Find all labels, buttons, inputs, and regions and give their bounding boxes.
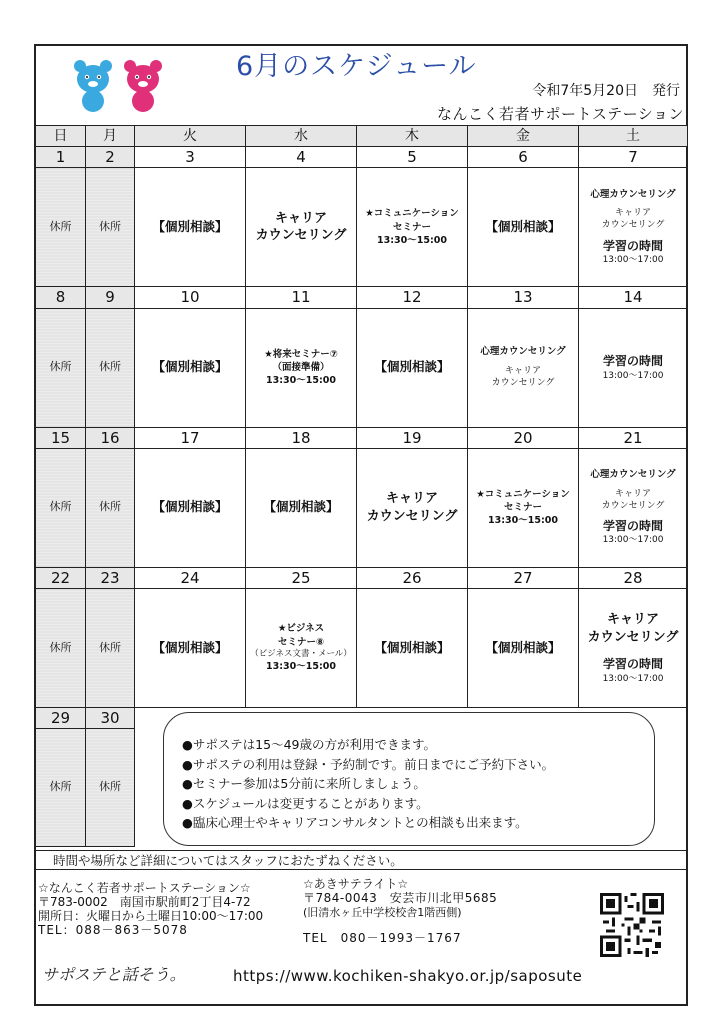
schedule-text: 【個別相談】 — [152, 218, 228, 234]
weekday-label: 土 — [579, 126, 688, 147]
day-cell — [36, 168, 86, 287]
schedule-text: 休所 — [99, 500, 121, 514]
date-number: 28 — [579, 567, 688, 588]
schedule-text: 【個別相談】 — [152, 639, 228, 655]
date-row — [36, 567, 688, 588]
slogan-text: サポステと話そう。 — [42, 965, 186, 984]
schedule-text: 13:00～17:00 — [602, 254, 664, 265]
schedule-text: 学習の時間 — [602, 354, 663, 369]
day-cell — [357, 308, 468, 427]
date-number: 10 — [135, 287, 246, 308]
schedule-text: カウンセリング — [587, 629, 679, 645]
date-number: 7 — [579, 147, 688, 168]
date-number: 30 — [86, 708, 135, 729]
day-cell — [246, 589, 357, 708]
day-cell — [357, 589, 468, 708]
day-cell — [86, 168, 135, 287]
date-number: 3 — [135, 147, 246, 168]
date-number: 1 — [36, 147, 86, 168]
note-item: ●セミナー参加は5分前に来所しましょう。 — [182, 776, 426, 791]
schedule-text: セミナー — [503, 502, 542, 514]
date-number: 9 — [86, 287, 135, 308]
schedule-text: （面接準備） — [272, 361, 330, 373]
day-cell — [36, 589, 86, 708]
schedule-text: キャリア — [274, 210, 327, 226]
date-number: 5 — [357, 147, 468, 168]
note-item: ●臨床心理士やキャリアコンサルタントとの相談も出来ます。 — [182, 815, 528, 830]
schedule-text: ★ビジネス — [277, 623, 325, 635]
satellite-tel: TEL 080－1993－1767 — [303, 931, 462, 945]
organization-name: なんこく若者サポートステーション — [437, 105, 684, 123]
schedule-text: 学習の時間 — [602, 238, 663, 253]
schedule-text: キャリア — [385, 491, 438, 507]
schedule-text: 【個別相談】 — [485, 218, 561, 234]
schedule-text: セミナー — [392, 221, 431, 233]
schedule-text: セミナー⑧ — [277, 636, 325, 648]
issue-date: 令和7年5月20日 発行 — [532, 83, 680, 99]
schedule-text: キャリア — [504, 365, 541, 376]
date-number: 4 — [246, 147, 357, 168]
satellite-note: (旧清水ヶ丘中学校校舎1階西側) — [303, 906, 462, 919]
date-number: 24 — [135, 567, 246, 588]
schedule-row — [36, 308, 688, 427]
day-cell — [135, 168, 246, 287]
schedule-text: 学習の時間 — [602, 657, 663, 672]
day-cell — [468, 308, 579, 427]
schedule-text: 13:30～15:00 — [377, 234, 447, 246]
schedule-text: 13:30～15:00 — [266, 661, 336, 673]
date-number: 29 — [36, 708, 86, 729]
weekday-label: 火 — [135, 126, 246, 147]
schedule-text: 休所 — [99, 219, 121, 233]
qr-code-icon[interactable] — [600, 893, 664, 957]
schedule-text: 休所 — [99, 360, 121, 374]
note-item: ●サポステは15～49歳の方が利用できます。 — [182, 737, 436, 752]
schedule-row — [36, 168, 688, 287]
date-number: 2 — [86, 147, 135, 168]
schedule-text: 13:00～17:00 — [602, 370, 664, 381]
day-cell — [246, 448, 357, 567]
day-cell — [468, 589, 579, 708]
day-cell — [246, 308, 357, 427]
notes-box — [163, 712, 655, 846]
date-number: 17 — [135, 427, 246, 448]
schedule-text: 休所 — [49, 500, 72, 514]
day-cell — [357, 168, 468, 287]
schedule-text: 休所 — [99, 780, 121, 794]
date-number: 22 — [36, 567, 86, 588]
date-row — [36, 287, 688, 308]
mascot-bears-icon — [68, 57, 168, 113]
schedule-text: 心理カウンセリング — [590, 469, 676, 481]
date-number: 12 — [357, 287, 468, 308]
schedule-text: カウンセリング — [255, 228, 347, 244]
day-cell — [86, 589, 135, 708]
day-cell — [135, 308, 246, 427]
weekday-label: 水 — [246, 126, 357, 147]
day-cell — [357, 448, 468, 567]
date-number: 18 — [246, 427, 357, 448]
schedule-text: キャリア — [614, 488, 651, 499]
main-office-name: ☆なんこく若者サポートステーション☆ — [38, 881, 251, 895]
schedule-text: 心理カウンセリング — [590, 188, 676, 200]
schedule-text: 休所 — [99, 640, 121, 654]
schedule-text: 【個別相談】 — [374, 359, 450, 375]
staff-inquiry-note: 時間や場所など詳細についてはスタッフにおたずねください。 — [35, 850, 687, 870]
day-cell — [246, 168, 357, 287]
date-number: 21 — [579, 427, 688, 448]
schedule-row — [36, 448, 688, 567]
day-cell — [86, 729, 135, 847]
date-number: 11 — [246, 287, 357, 308]
schedule-text: カウンセリング — [366, 508, 458, 524]
day-cell — [135, 589, 246, 708]
day-cell — [468, 448, 579, 567]
date-number: 13 — [468, 287, 579, 308]
schedule-text: 13:30～15:00 — [488, 515, 558, 527]
main-office-address: 〒783-0002 南国市駅前町2丁目4-72 — [38, 895, 251, 909]
note-item: ●サポステの利用は登録・予約制です。前日までにご予約下さい。 — [182, 756, 555, 772]
date-number: 16 — [86, 427, 135, 448]
date-number: 19 — [357, 427, 468, 448]
date-number: 20 — [468, 427, 579, 448]
schedule-text: 休所 — [49, 219, 72, 233]
date-number: 26 — [357, 567, 468, 588]
schedule-text: 【個別相談】 — [485, 639, 561, 655]
day-cell — [86, 308, 135, 427]
satellite-name: ☆あきサテライト☆ — [303, 877, 409, 891]
day-cell — [135, 448, 246, 567]
schedule-text: 学習の時間 — [602, 519, 663, 534]
schedule-text: カウンセリング — [601, 500, 665, 511]
satellite-address: 〒784-0043 安芸市川北甲5685 — [303, 891, 498, 905]
schedule-text: 【個別相談】 — [374, 639, 450, 655]
schedule-text: 13:00～17:00 — [602, 673, 664, 684]
day-cell — [36, 729, 86, 847]
schedule-text: 【個別相談】 — [263, 499, 339, 515]
date-number: 14 — [579, 287, 688, 308]
date-row — [36, 147, 688, 168]
date-number: 15 — [36, 427, 86, 448]
day-cell — [86, 448, 135, 567]
day-cell — [579, 308, 688, 427]
schedule-text: カウンセリング — [601, 220, 665, 231]
date-number: 6 — [468, 147, 579, 168]
website-link[interactable]: https://www.kochiken-shakyo.or.jp/saposute — [233, 967, 583, 985]
day-cell — [579, 168, 688, 287]
date-number: 25 — [246, 567, 357, 588]
schedule-text: 休所 — [49, 780, 72, 794]
main-office-hours: 開所日：火曜日から土曜日10:00～17:00 — [38, 909, 264, 923]
day-cell — [36, 308, 86, 427]
schedule-text: ★将来セミナー⑦ — [264, 348, 338, 360]
day-cell — [36, 448, 86, 567]
schedule-row — [36, 589, 688, 708]
day-cell — [579, 589, 688, 708]
main-office-tel: TEL：088－863－5078 — [38, 923, 188, 937]
weekday-label: 金 — [468, 126, 579, 147]
schedule-text: 13:30～15:00 — [266, 375, 336, 387]
schedule-text: 【個別相談】 — [152, 359, 228, 375]
schedule-text: 心理カウンセリング — [480, 345, 566, 357]
note-item: ●スケジュールは変更することがあります。 — [182, 795, 429, 811]
schedule-text: ★コミュニケーション — [476, 488, 570, 500]
date-number: 27 — [468, 567, 579, 588]
date-number: 8 — [36, 287, 86, 308]
date-row — [36, 427, 688, 448]
weekday-label: 月 — [86, 126, 135, 147]
day-cell — [468, 168, 579, 287]
date-number: 23 — [86, 567, 135, 588]
page-title: 6月のスケジュール — [236, 51, 477, 82]
schedule-text: （ビジネス文書・メール） — [250, 648, 352, 659]
weekday-header-row — [36, 126, 688, 147]
schedule-text: 【個別相談】 — [152, 499, 228, 515]
weekday-label: 木 — [357, 126, 468, 147]
schedule-text: ★コミュニケーション — [365, 208, 459, 220]
schedule-text: 休所 — [49, 640, 72, 654]
schedule-text: 13:00～17:00 — [602, 535, 664, 546]
schedule-text: 休所 — [49, 360, 72, 374]
schedule-text: カウンセリング — [491, 377, 555, 388]
day-cell — [579, 448, 688, 567]
schedule-text: キャリア — [614, 208, 651, 219]
schedule-text: キャリア — [606, 612, 659, 628]
weekday-label: 日 — [36, 126, 86, 147]
